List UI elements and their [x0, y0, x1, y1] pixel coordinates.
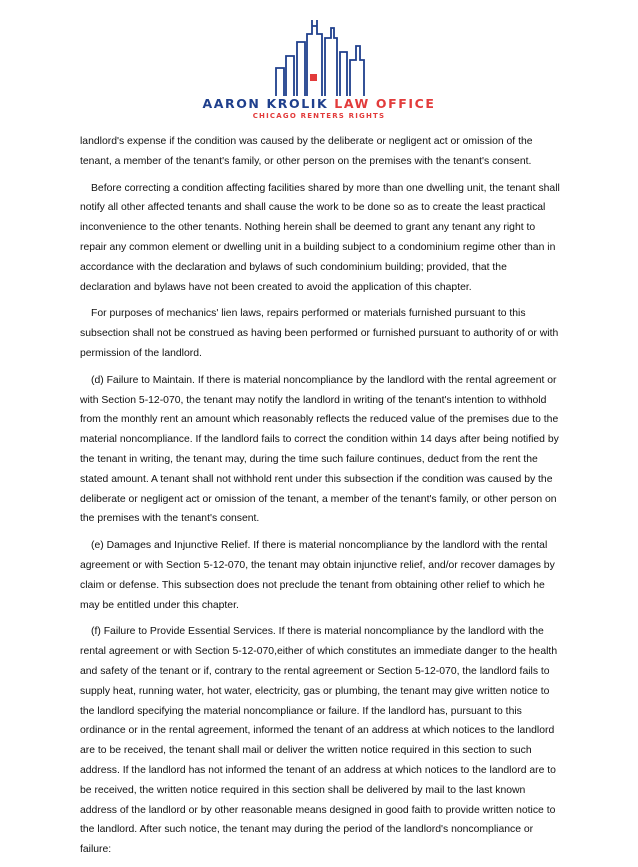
firm-name	[0, 96, 638, 111]
paragraph-d-failure-to-maintain: (d) Failure to Maintain. If there is material noncompliance by the landlord with the rental agreement or with Section 5-12-070, the tenant may notify the landlord in writing of the tenant's intention to withhold from the monthly rent an amount which reasonably reflects the reduced value of the premises due to the material noncompliance. If the landlord fails to correct the condition within 14 days after being notified by the tenant in writing, the tenant may, during the time such failure continues, deduct from the rent the stated amount. A tenant shall not withhold rent under this subsection if the condition was caused by the deliberate or negligent act or omission of the tenant, a member of the tenant's family, or other person on the premises with the tenant's consent.	[80, 374, 559, 525]
paragraph-e-damages: (e) Damages and Injunctive Relief. If there is material noncompliance by the landlord with the rental agreement or with Section 5-12-070, the tenant may obtain injunctive relief, and/or recover damages by claim or defense. This subsection does not preclude the tenant from obtaining other relief to which he may be entitled under this chapter.	[80, 540, 555, 611]
window-accent-icon	[310, 74, 317, 81]
paragraph-continuation: landlord's expense if the condition was caused by the deliberate or negligent act or omission of the tenant, a member of the tenant's family, or other person on the premises with the tenant's consent.	[80, 136, 533, 167]
firm-name-main: AARON KROLIK	[202, 96, 329, 111]
firm-name-accent: LAW OFFICE	[334, 96, 436, 111]
firm-logo	[0, 10, 638, 130]
paragraph-f-essential-services: (f) Failure to Provide Essential Services. If there is material noncompliance by the landlord with the rental agreement or with Section 5-12-070,either of which constitutes an immediate danger to the health and safety of the tenant or if, contrary to the rental agreement or Section 5-12-070, the landlord fails to supply heat, running water, hot water, electricity, gas or plumbing, the tenant may give written notice to the landlord specifying the material noncompliance or failure. If the landlord has, pursuant to this ordinance or in the rental agreement, informed the tenant of an address at which notices to the landlord are to be received, the tenant shall mail or deliver the written notice required in this section to such address. If the landlord has not informed the tenant of an address at which notices to the landlord are to be received, the written notice required in this section shall be delivered by mail to the last known address of the landlord or by other reasonable means designed in good faith to provide written notice to the landlord. After such notice, the tenant may during the period of the landlord's noncompliance or failure:	[80, 626, 558, 856]
chicago-skyline-icon	[270, 16, 370, 98]
paragraph-shared-facilities: Before correcting a condition affecting facilities shared by more than one dwelling unit, the tenant shall notify all other affected tenants and shall cause the work to be done so as to create the least practical inconvenience to the other tenants. Nothing herein shall be deemed to grant any tenant any right to repair any common element or dwelling unit in a building subject to a condominium regime other than in accordance with the declaration and bylaws of such condominium building; provided, that the declaration and bylaws have not been created to avoid the application of this chapter.	[80, 182, 560, 293]
paragraph-mechanics-lien: For purposes of mechanics' lien laws, repairs performed or materials furnished pursuant to this subsection shall not be construed as having been performed or furnished pursuant to authority of or with permission of the landlord.	[80, 308, 559, 359]
document-body	[80, 132, 560, 867]
firm-tagline: CHICAGO RENTERS RIGHTS	[252, 112, 386, 120]
